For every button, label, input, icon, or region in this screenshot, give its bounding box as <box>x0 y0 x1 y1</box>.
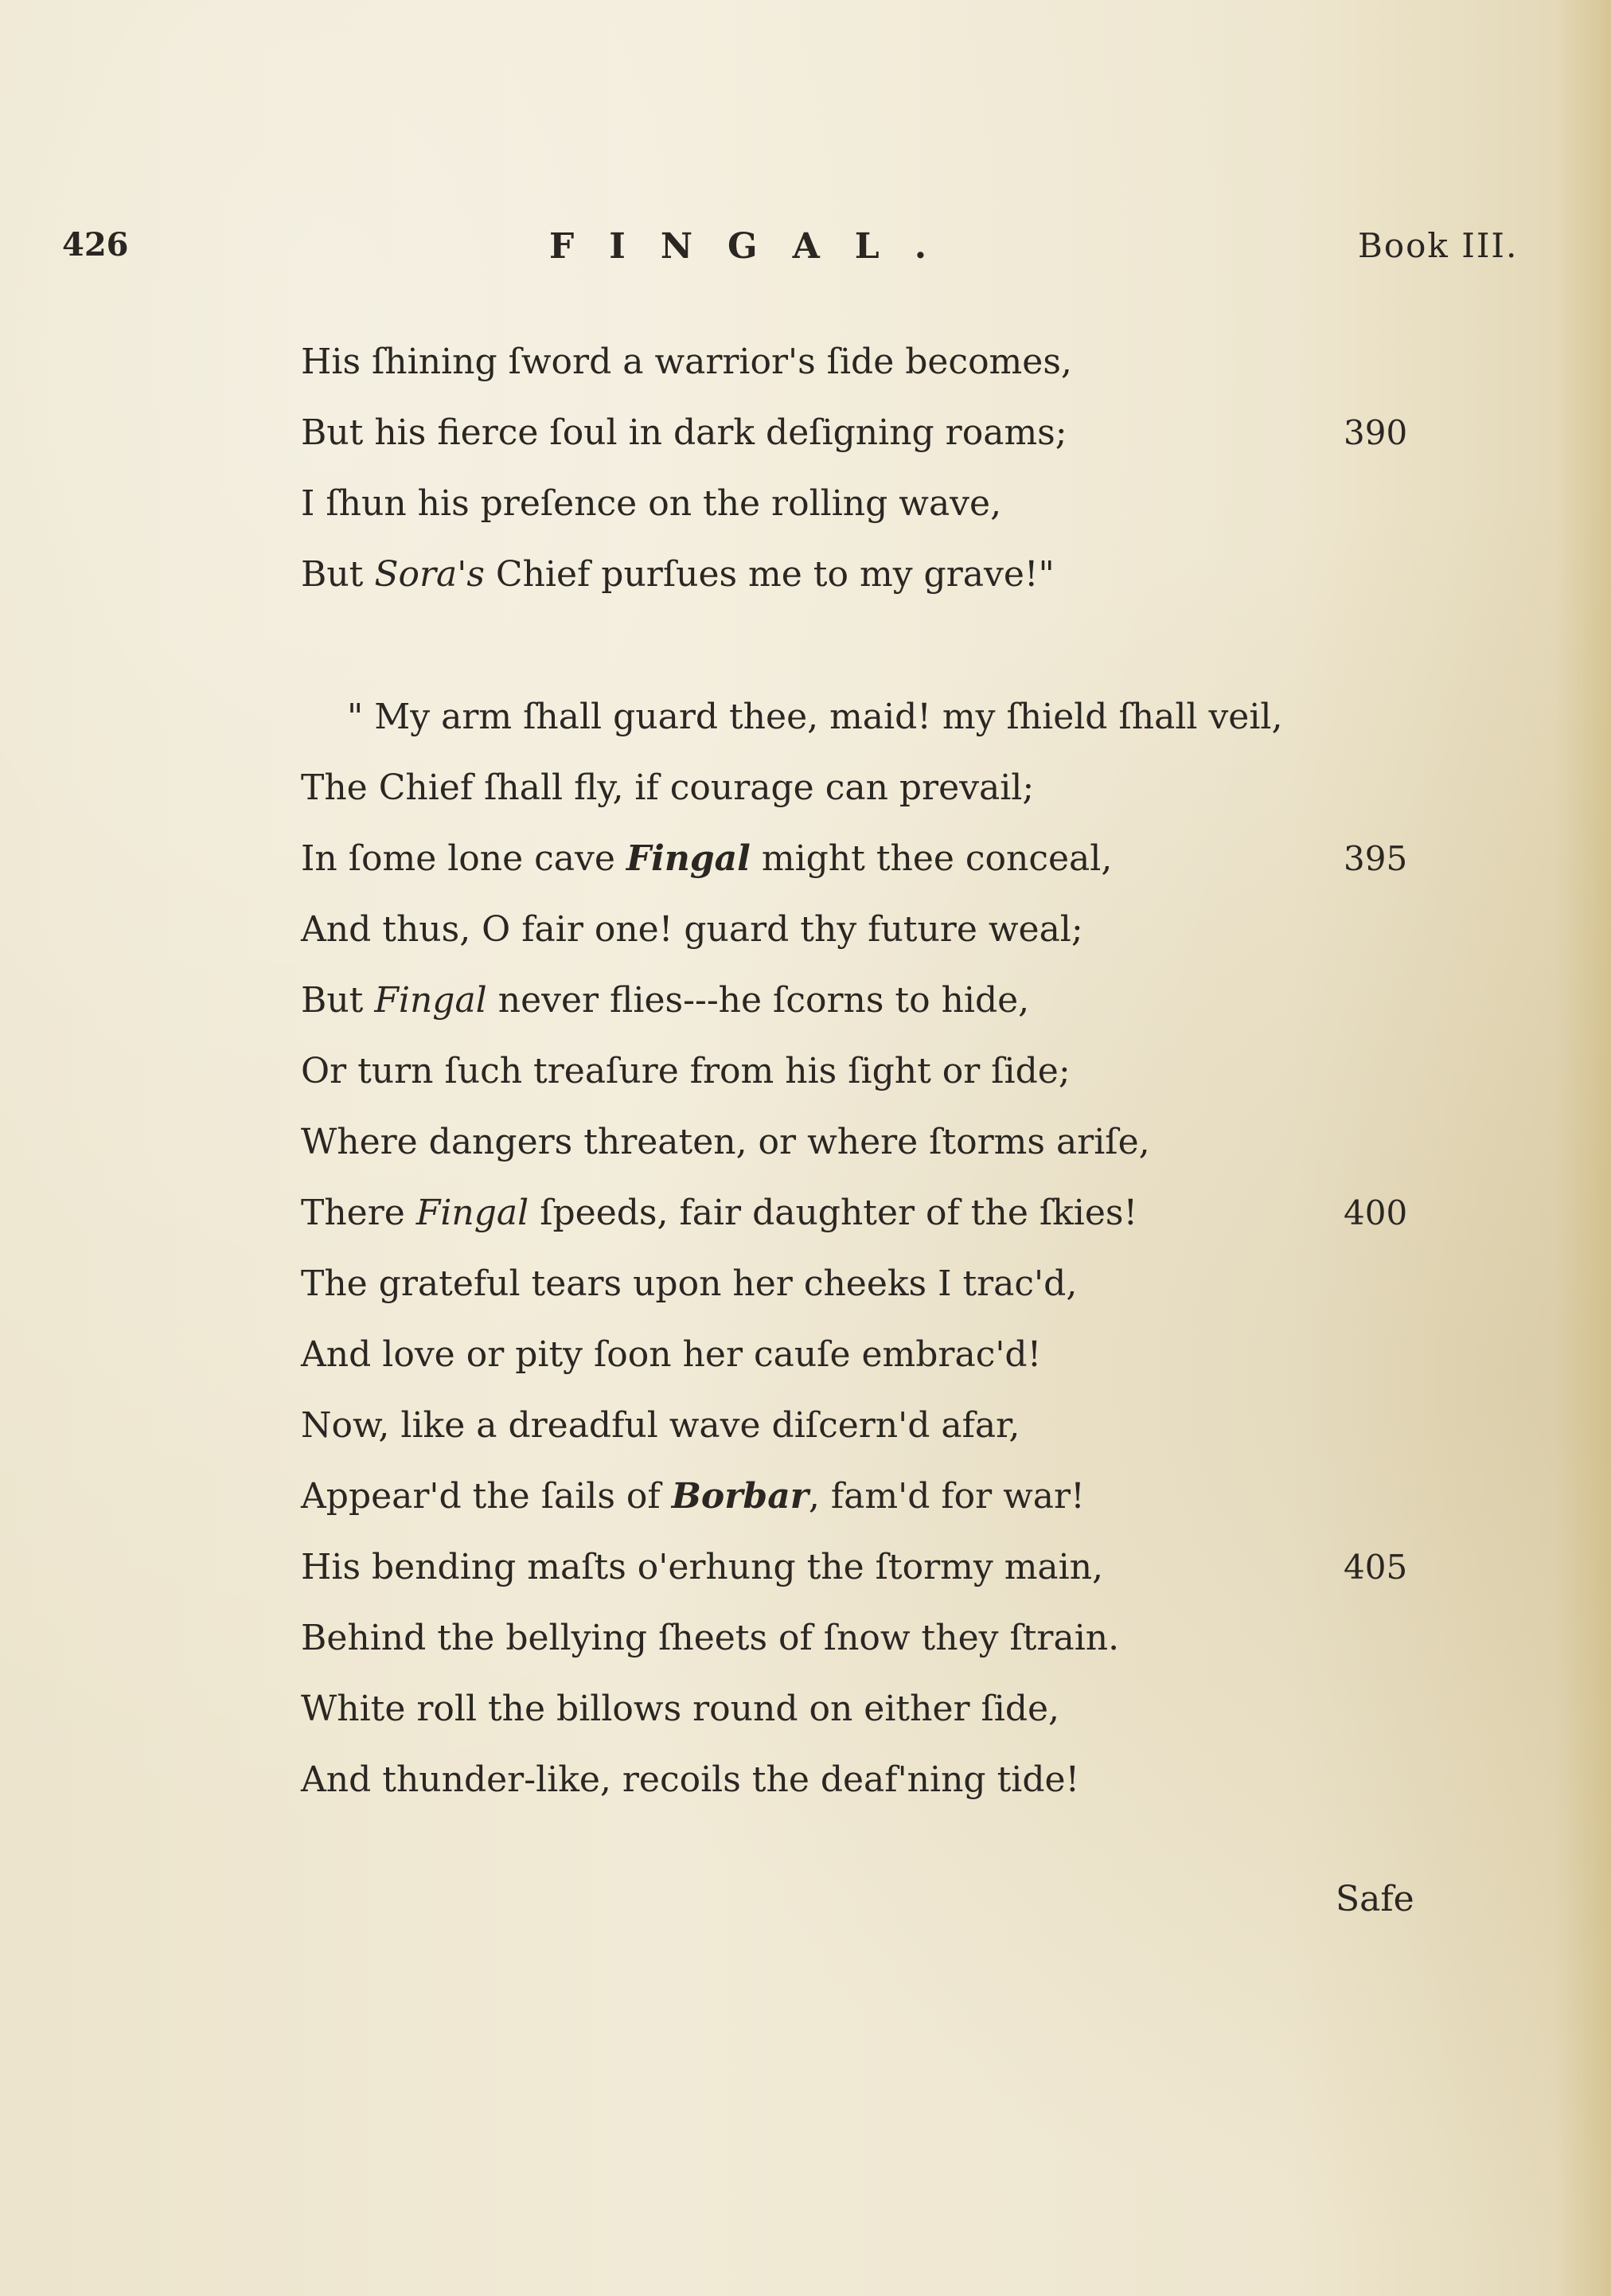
page-number: 426 <box>62 226 129 264</box>
verse-line: And love or pity ſoon her cauſe embrac'd! <box>301 1334 1042 1375</box>
poem-text <box>301 326 1511 1815</box>
verse-line: Or turn ſuch treaſure from his ſight or ſide; <box>301 1051 1071 1091</box>
verse-line: There Fingal ſpeeds, fair daughter of the ſkies! 400 <box>301 1177 1511 1248</box>
verse-line: And thunder-like, recoils the deaf'ning tide! <box>301 1759 1080 1800</box>
page-edge-shadow <box>1555 0 1611 2296</box>
verse-line: Behind the bellying ſheets of ſnow they ſtrain. <box>301 1618 1120 1658</box>
verse-line: I ſhun his preſence on the rolling wave, <box>301 483 1002 524</box>
verse-line: The grateful tears upon her cheeks I trac'd, <box>301 1263 1078 1304</box>
verse-line: In ſome lone cave Fingal might thee conceal, 395 <box>301 823 1511 894</box>
verse-line: The Chief ſhall fly, if courage can prevail; <box>301 767 1035 808</box>
line-number: 400 <box>1344 1193 1408 1232</box>
verse-line: His bending maſts o'erhung the ſtormy main, 405 <box>301 1532 1511 1603</box>
page-header <box>0 226 1611 274</box>
verse-line: White roll the billows round on either ſide, <box>301 1689 1060 1729</box>
verse-line: Now, like a dreadful wave diſcern'd afar, <box>301 1405 1020 1446</box>
catchword: Safe <box>1336 1879 1414 1919</box>
line-number: 405 <box>1344 1548 1408 1587</box>
line-number: 395 <box>1344 839 1408 878</box>
verse-line: His ſhining ſword a warrior's ſide becomes, <box>301 342 1072 382</box>
stanza-break <box>301 610 1511 681</box>
verse-line: But Fingal never flies---he ſcorns to hide, <box>301 980 1030 1021</box>
verse-line: And thus, O fair one! guard thy future weal; <box>301 909 1083 950</box>
verse-line: But Sora's Chief purſues me to my grave!" <box>301 554 1055 595</box>
verse-line: Where dangers threaten, or where ſtorms ariſe, <box>301 1122 1150 1162</box>
running-title: FINGAL. <box>549 226 962 267</box>
verse-line: " My arm ſhall guard thee, maid! my ſhield ſhall veil, <box>347 697 1283 737</box>
line-number: 390 <box>1344 413 1408 452</box>
book-label: Book III. <box>1358 226 1519 265</box>
verse-line: Appear'd the ſails of Borbar, fam'd for war! <box>301 1476 1085 1517</box>
verse-line: But his fierce ſoul in dark deſigning roams; 390 <box>301 397 1511 468</box>
